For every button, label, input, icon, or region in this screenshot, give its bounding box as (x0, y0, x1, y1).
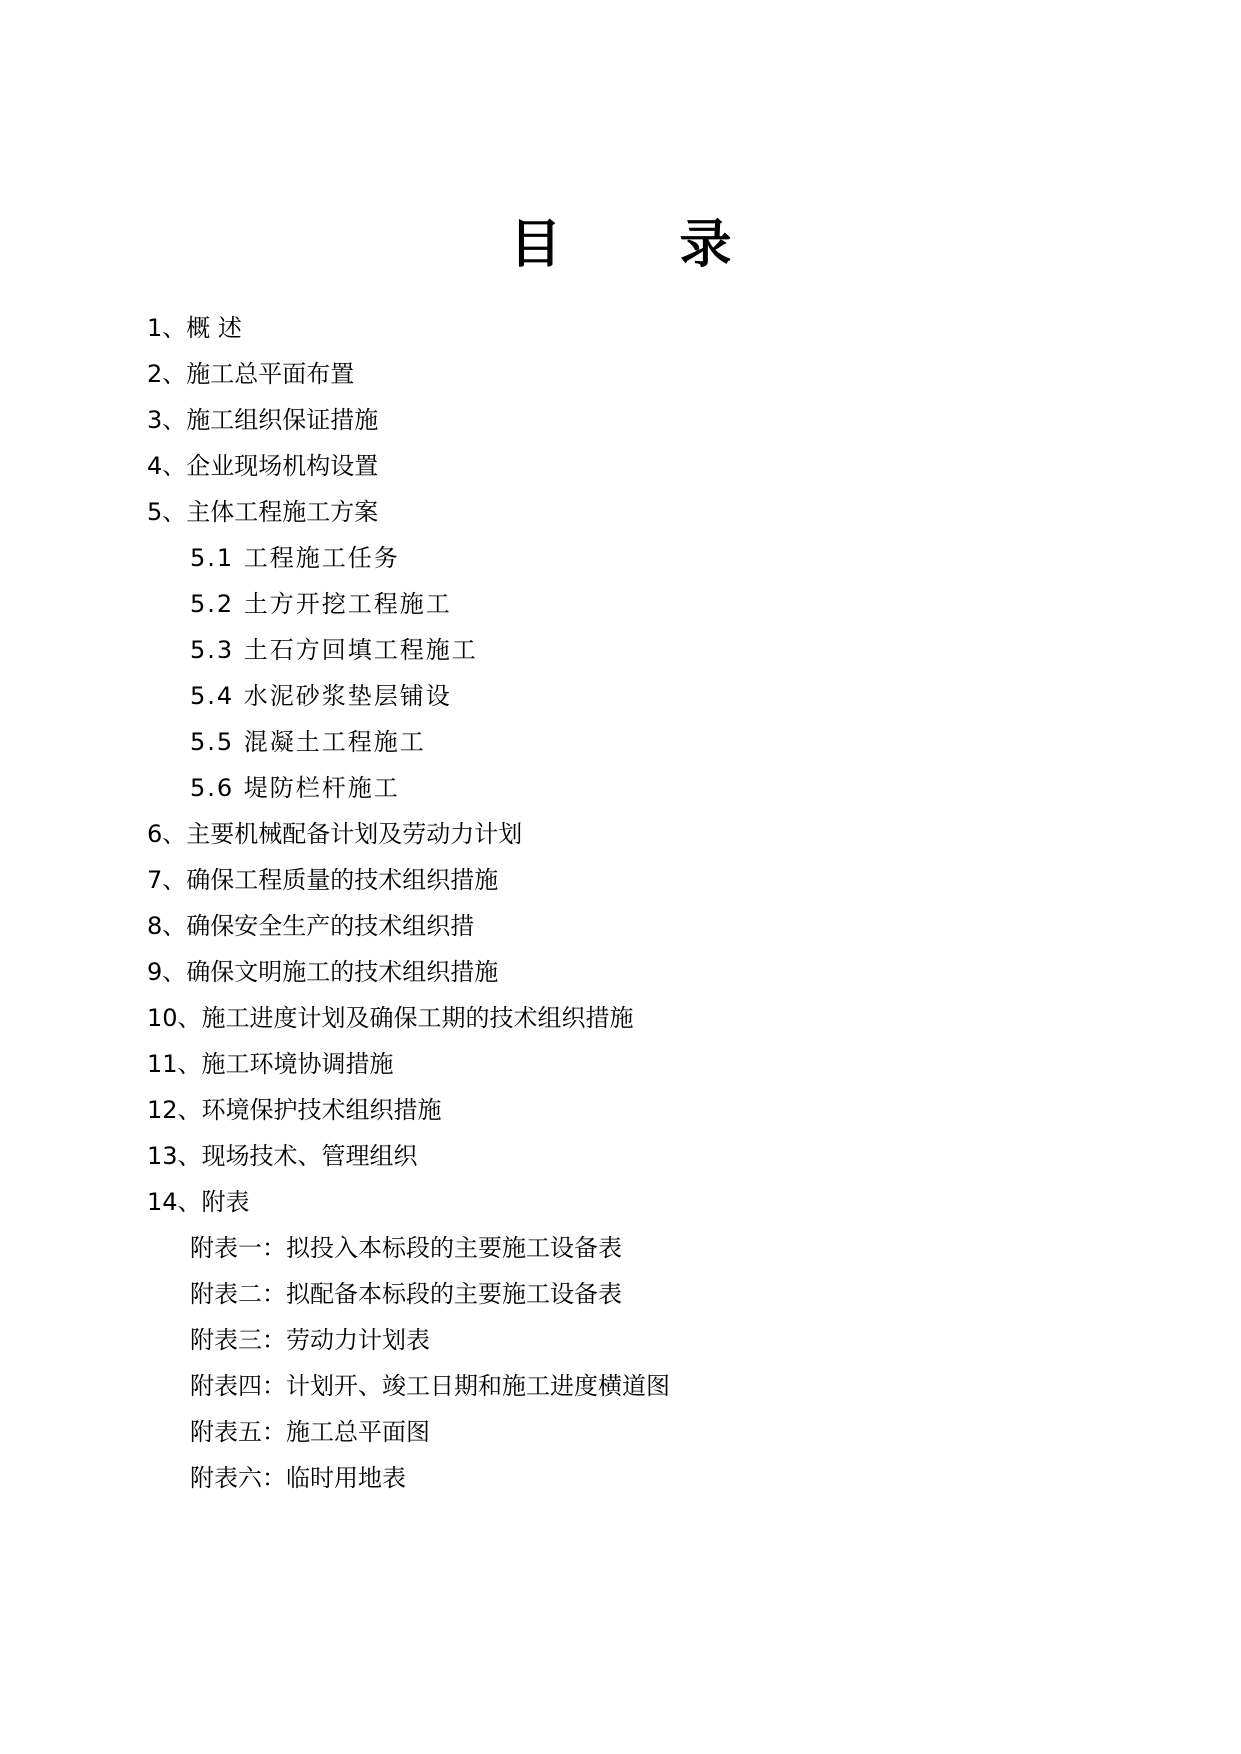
toc-subitem: 5.6 堤防栏杆施工 (190, 774, 400, 802)
toc-appendix-item: 附表六：临时用地表 (190, 1464, 406, 1492)
toc-item: 12、环境保护技术组织措施 (147, 1096, 442, 1124)
toc-subitem: 5.3 土石方回填工程施工 (190, 636, 478, 664)
toc-subitem: 5.4 水泥砂浆垫层铺设 (190, 682, 452, 710)
toc-appendix-item: 附表三：劳动力计划表 (190, 1326, 430, 1354)
toc-subitem: 5.1 工程施工任务 (190, 544, 400, 572)
toc-item: 13、现场技术、管理组织 (147, 1142, 418, 1170)
toc-appendix-item: 附表二：拟配备本标段的主要施工设备表 (190, 1280, 622, 1308)
toc-item: 11、施工环境协调措施 (147, 1050, 394, 1078)
toc-item: 10、施工进度计划及确保工期的技术组织措施 (147, 1004, 634, 1032)
toc-item: 8、确保安全生产的技术组织措 (147, 912, 475, 940)
toc-item: 4、企业现场机构设置 (147, 452, 379, 480)
table-of-contents (147, 305, 1181, 1501)
toc-item: 6、主要机械配备计划及劳动力计划 (147, 820, 523, 848)
toc-subitem: 5.2 土方开挖工程施工 (190, 590, 452, 618)
toc-item: 7、确保工程质量的技术组织措施 (147, 866, 499, 894)
toc-subitem: 5.5 混凝土工程施工 (190, 728, 426, 756)
toc-item: 5、主体工程施工方案 (147, 498, 379, 526)
page-title: 目 录 (509, 213, 782, 275)
toc-appendix-item: 附表一：拟投入本标段的主要施工设备表 (190, 1234, 622, 1262)
toc-item: 1、概 述 (147, 314, 242, 342)
toc-item: 9、确保文明施工的技术组织措施 (147, 958, 499, 986)
toc-item: 2、施工总平面布置 (147, 360, 355, 388)
toc-appendix-item: 附表五：施工总平面图 (190, 1418, 430, 1446)
toc-appendix-item: 附表四：计划开、竣工日期和施工进度横道图 (190, 1372, 670, 1400)
toc-item: 14、附表 (147, 1188, 250, 1216)
toc-item: 3、施工组织保证措施 (147, 406, 379, 434)
